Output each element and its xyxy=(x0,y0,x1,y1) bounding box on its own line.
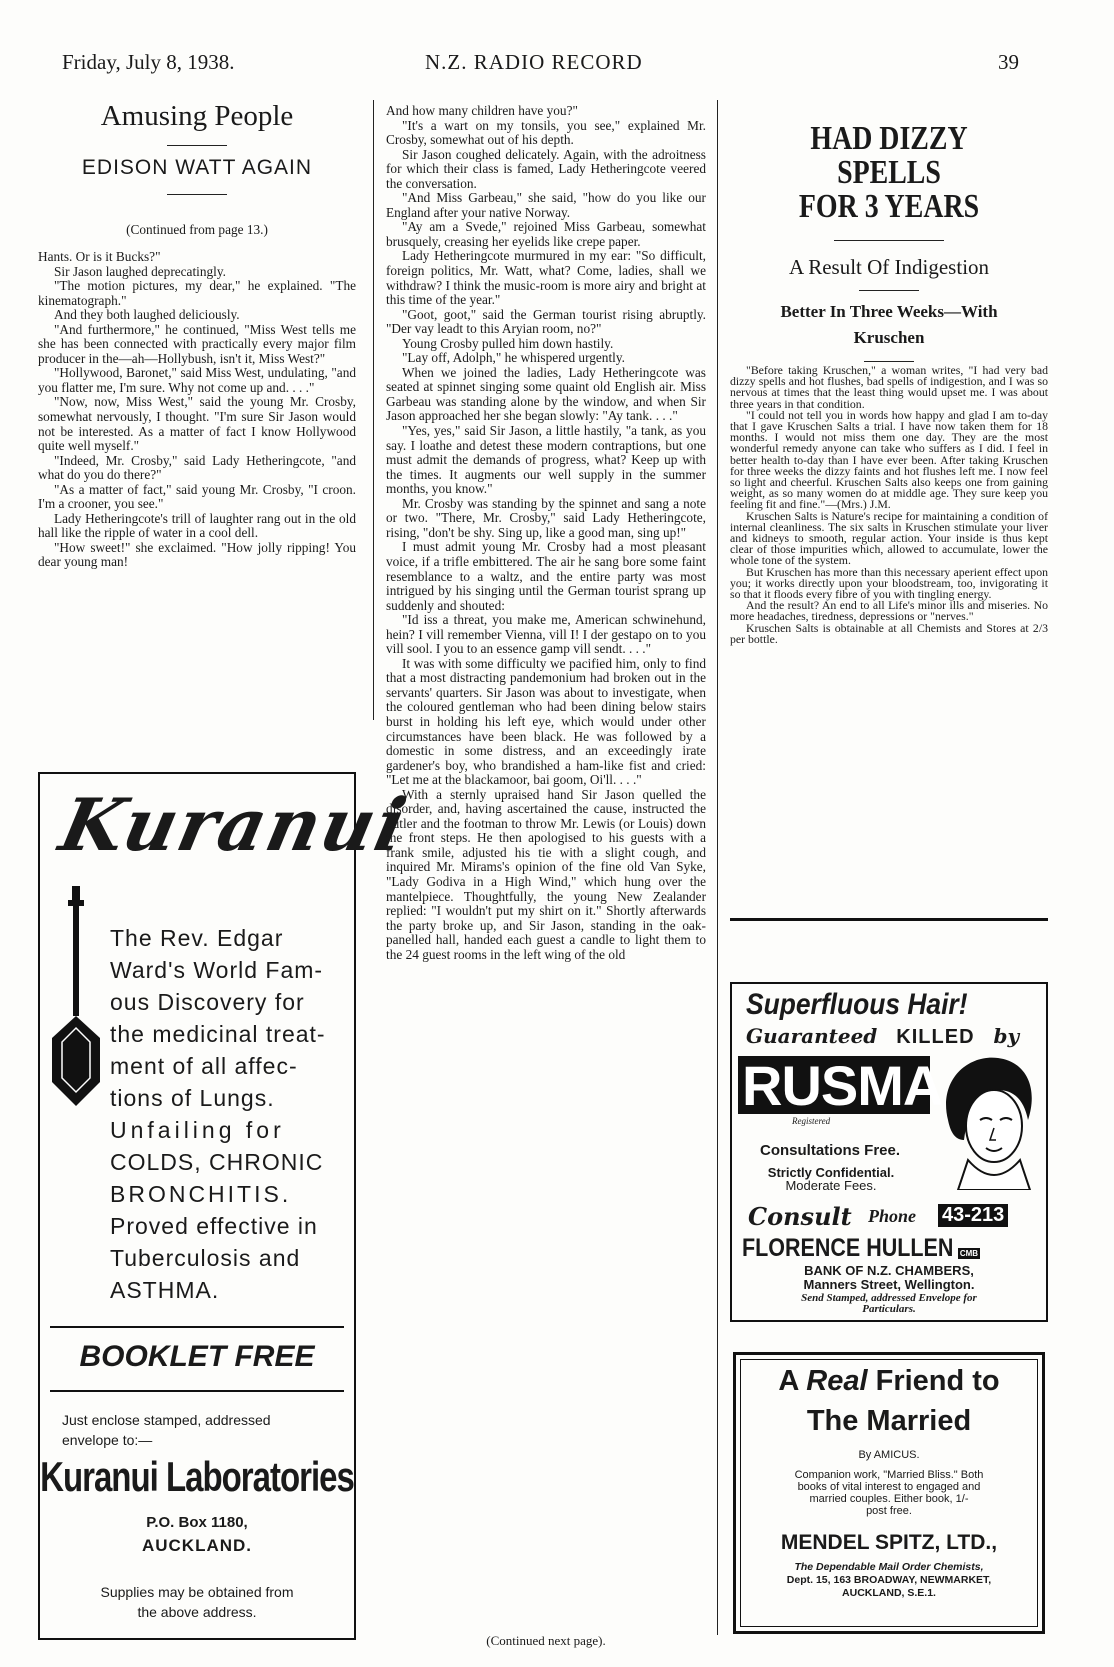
paragraph: "Indeed, Mr. Crosby," said Lady Hetheringcote, "and what do you do there?" xyxy=(38,452,356,483)
booklet-free: BOOKLET FREE xyxy=(79,1340,315,1373)
supplies-line: Supplies may be obtained from xyxy=(100,1584,294,1600)
divider xyxy=(859,290,919,291)
terms-line: Strictly Confidential. xyxy=(767,1165,895,1180)
spitz-ad xyxy=(733,1352,1045,1634)
continued-next: (Continued next page). xyxy=(486,1633,606,1648)
kuranui-ad xyxy=(38,772,416,1640)
kruschen-body xyxy=(730,365,1048,645)
supplies-note xyxy=(40,1582,354,1622)
paragraph: "Ay am a Svede," rejoined Miss Garbeau, somewhat brusquely, creasing her eyelids like crepe paper. xyxy=(386,219,706,249)
headline-part: Real xyxy=(806,1365,868,1397)
rusma-send xyxy=(732,1293,1046,1315)
divider xyxy=(730,918,1048,921)
paragraph: "Now, now, Miss West," said the young Mr. Crosby, somewhat nervously, I thought. "I'm sure Sir Jason would not be interested. As a matter of fact I know Hollywood quite well myself." xyxy=(38,394,356,454)
spitz-headline-1 xyxy=(736,1365,1042,1398)
send-line: Particulars. xyxy=(862,1303,916,1315)
ad-line: Tuberculosis and xyxy=(110,1245,301,1271)
by-text: by xyxy=(993,1024,1020,1048)
paragraph: "And furthermore," he continued, "Miss West tells me she has been connected with practically every major film producer in the—ah—Hollybush, isn't it, Miss West?" xyxy=(38,321,356,366)
paragraph: Kruschen Salts is Nature's recipe for maintaining a condition of internal cleanliness. The six salts in Kruschen stimulate your liver and kidneys to smooth, regular action. Your inside is thus kept clear of those impurities which, allowed to accumulate, lower the whole tone of the system. xyxy=(730,508,1048,568)
paragraph: Kruschen Salts is obtainable at all Chemists and Stores at 2/3 per bottle. xyxy=(730,620,1048,646)
story-text-col1 xyxy=(38,250,356,570)
divider xyxy=(50,1390,344,1392)
address-line: AUCKLAND, S.E.1. xyxy=(842,1587,936,1599)
column-rule xyxy=(373,100,374,720)
rusma-terms xyxy=(756,1166,906,1192)
headline-part: A xyxy=(778,1365,807,1397)
ad-line: The Rev. Edgar xyxy=(110,925,284,951)
paragraph: Lady Hetheringcote's trill of laughter rang out in the old hall like the ripple of water in a cool dell. xyxy=(38,510,356,541)
paragraph: And the result? An end to all Life's minor ills and miseries. No more headaches, tiredness, depressions or "nerves." xyxy=(730,598,1048,624)
woman-portrait-icon xyxy=(928,1050,1040,1190)
address-line: The Dependable Mail Order Chemists, xyxy=(794,1561,984,1573)
paragraph: "It's a wart on my tonsils, you see," explained Mr. Crosby, somewhat out of his depth. xyxy=(386,117,706,148)
paragraph: "Id iss a threat, you make me, American schwinehund, hein? I vill remember Vienna, vill I! I der gestapo on to you vill sool. I you to an essence gamp vill sendt. . . ." xyxy=(386,612,706,657)
paragraph: "Goot, goot," said the German tourist rising abruptly. "Der vay leadt to this Aryian room, no?" xyxy=(386,306,706,337)
paragraph: When we joined the ladies, Lady Hetheringcote was seated at spinnet singing some quaint old English air. Miss Garbeau was standing alone by the window, and when Sir Jason approached her she began slowly: "Ay tank. . . ." xyxy=(386,364,706,424)
divider xyxy=(167,194,227,195)
desc-line: books of vital interest to engaged and xyxy=(797,1481,981,1493)
address-line: Manners Street, Wellington. xyxy=(803,1277,975,1292)
rusma-logo: RUSMA xyxy=(738,1056,930,1114)
desc-line: Companion work, "Married Bliss." Both xyxy=(794,1469,984,1481)
kruschen-subhead: A Result Of Indigestion xyxy=(788,255,990,279)
paragraph: With a sternly upraised hand Sir Jason quelled the disorder, and, having ascertained the cause, instructed the butler and the footman to throw Mr. Lewis (or Louis) down the front steps. He then apologised to his guests with a frank smile, adjusted his tie with a slight cough, and inquired Mr. Mirams's opinion of the fine old Van Syke, "Lady Godiva in a High Wind," which hung over the mantelpiece. Thoughtfully, the young New Zealander replied: "I wouldn't put my shirt on it." Shortly afterwards the party broke up, and Sir Jason, standing in the oak-panelled hall, handed each guest a candle to light them to the 24 guest rooms in the left wing of the old xyxy=(386,786,706,962)
paragraph: Lady Hetheringcote murmured in my ear: "So difficult, foreign politics, Mr. Watt, what? Come, ladies, shall we withdraw? I think the music-room is more airy and bright at this time of the year." xyxy=(386,248,706,308)
rusma-guarantee xyxy=(746,1024,1019,1049)
po-box: P.O. Box 1180, xyxy=(146,1514,248,1531)
ad-line: Unfailing for xyxy=(110,1117,285,1143)
divider xyxy=(864,361,914,362)
kruschen-headline xyxy=(759,122,1020,224)
ad-line: ment of all affec- xyxy=(110,1053,298,1079)
divider xyxy=(167,145,227,146)
rusma-address xyxy=(732,1264,1046,1292)
paragraph: I must admit young Mr. Crosby had a most pleasant voice, if a trifle embittered. The air he sang bore some faint resemblance to a waltz, and the entire party was most intrigued by his singing until the German tourist sprang up suddenly and shouted: xyxy=(386,539,706,613)
ad-line: BRONCHITIS. xyxy=(110,1181,292,1207)
headline-part: Friend to xyxy=(867,1365,1000,1397)
tagline-line: Better In Three Weeks—With xyxy=(780,302,998,321)
headline-line: HAD DIZZY SPELLS xyxy=(810,120,968,191)
terms-line: Moderate Fees. xyxy=(785,1178,877,1193)
ad-line: the medicinal treat- xyxy=(110,1021,326,1047)
divider xyxy=(834,240,944,241)
spitz-headline-2: The Married xyxy=(806,1405,972,1437)
paragraph: Sir Jason laughed deprecatingly. xyxy=(54,263,226,279)
enclose-line: Just enclose stamped, addressed xyxy=(62,1412,271,1428)
story-subtitle: EDISON WATT AGAIN xyxy=(81,156,313,179)
florence-hullen: FLORENCE HULLEN xyxy=(742,1234,954,1262)
ad-line: Ward's World Fam- xyxy=(110,957,324,983)
paragraph: Hants. Or is it Bucks?" xyxy=(38,249,161,264)
rusma-headline: Superfluous Hair! xyxy=(746,988,968,1021)
spitz-address xyxy=(736,1561,1042,1600)
paragraph: "Lay off, Adolph," he whispered urgently. xyxy=(402,350,625,366)
city: AUCKLAND. xyxy=(141,1536,253,1555)
phone-label: Phone xyxy=(868,1206,917,1226)
story-header xyxy=(38,100,356,195)
killed-text: KILLED xyxy=(896,1026,975,1048)
kuranui-logo: Kuranui xyxy=(52,782,416,867)
paragraph: "Hollywood, Baronet," said Miss West, undulating, "and you flatter me, I'm sure. Why not come up and. . . ." xyxy=(38,365,356,395)
address-line: BANK OF N.Z. CHAMBERS, xyxy=(804,1263,974,1278)
ad-line: ASTHMA. xyxy=(110,1277,220,1303)
publication-name: N.Z. RADIO RECORD xyxy=(425,50,643,74)
continued-from: (Continued from page 13.) xyxy=(126,222,268,237)
bottle-icon xyxy=(46,882,106,1122)
enclose-instructions xyxy=(62,1410,271,1450)
paragraph: Mr. Crosby was standing by the spinnet and sang a note or two. "There, Mr. Crosby," said Lady Hetheringcote, rising, "don't be shy. Sing up, like a good man, sing up!" xyxy=(386,495,706,540)
paragraph: Sir Jason coughed delicately. Again, with the adroitness for which their class is famed, Lady Hetheringcote veered the conversation. xyxy=(386,146,706,191)
name-suffix: CMB xyxy=(959,1249,979,1258)
supplies-line: the above address. xyxy=(137,1604,257,1620)
paragraph: It was with some difficulty we pacified him, only to find that a most distracting pandemonium had broken out in the servants' quarters. Sir Jason was about to investigate, when the coloured gentleman who had been dining below stairs burst in holding his left eye, which would under other circumstances have been black. He was followed by a domestic in some distress, and an exceedingly irate gardener's boy, who brandished a ham-like fist and cried: "Let me at the blackamoor, bai goom, Oi'll. . . ." xyxy=(386,655,706,788)
paragraph: "Before taking Kruschen," a woman writes, "I had very bad dizzy spells and hot flushes, bad spells of indigestion, and I was so nervous at times that the least thing would upset me. I was about three years in that condition. xyxy=(730,363,1048,411)
ad-line: ous Discovery for xyxy=(110,989,305,1015)
divider xyxy=(50,1326,344,1328)
phone-number: 43-213 xyxy=(938,1204,1008,1227)
paragraph: "And Miss Garbeau," she said, "how do you like our England after your native Norway. xyxy=(386,190,706,220)
ad-line: Proved effective in xyxy=(110,1213,318,1239)
story-title: Amusing People xyxy=(100,100,294,132)
desc-line: post free. xyxy=(866,1505,912,1517)
paragraph: "How sweet!" she exclaimed. "How jolly ripping! You dear young man! xyxy=(38,539,356,570)
paragraph: And they both laughed deliciously. xyxy=(54,307,240,323)
kruschen-tagline xyxy=(730,299,1048,351)
consult-text: Consult xyxy=(748,1202,852,1231)
enclose-line: envelope to:— xyxy=(62,1432,153,1448)
spitz-company: MENDEL SPITZ, LTD., xyxy=(780,1531,998,1554)
kuranui-copy xyxy=(110,922,350,1306)
send-line: Send Stamped, addressed Envelope for xyxy=(801,1292,977,1304)
headline-line: FOR 3 YEARS xyxy=(798,188,980,225)
paragraph: "Yes, yes," said Sir Jason, a little hastily, "a tank, as you say. I loathe and detest these modern contraptions, but one must admit the demands of progress, what? Keep up with the times. It augments our well supply in the summer months, you know." xyxy=(386,423,706,497)
registered-mark: Registered xyxy=(792,1116,831,1126)
story-text-col2 xyxy=(386,104,706,1632)
rusma-consult-row xyxy=(748,1202,1038,1232)
ad-line: tions of Lungs. xyxy=(110,1085,275,1111)
tagline-line: Kruschen xyxy=(853,328,925,347)
spitz-description xyxy=(746,1469,1032,1517)
ad-line: COLDS, CHRONIC xyxy=(110,1149,324,1175)
paragraph: But Kruschen has more than this necessary aperient effect upon you; it works directly upon your bloodstream, too, invigorating it so that it floods every fibre of you with tingling energy. xyxy=(730,564,1048,602)
rusma-ad xyxy=(730,982,1048,1322)
kruschen-ad xyxy=(730,122,1048,362)
paragraph: Young Crosby pulled him down hastily. xyxy=(402,335,614,351)
spitz-author: By AMICUS. xyxy=(858,1449,920,1461)
column-rule xyxy=(717,100,718,1635)
desc-line: married couples. Either book, 1/- xyxy=(809,1493,969,1505)
consultations-free: Consultations Free. xyxy=(760,1142,901,1159)
rusma-name-row xyxy=(742,1234,1042,1263)
paragraph: "I could not tell you in words how happy and glad I am to-day that I gave Kruschen Salts a trial. I have now taken them for 18 months. I would not miss them one day. They are the most wonderful remedy anyone can take who suffers as I did. I feel in better health to-day than I have ever been. After taking Kruschen for three weeks the dizzy faints and hot flushes left me. I now feel so light and cheerful. Kruschen Salts also keeps one from gaining weight, as so many women do at middle age. They sure keep you feeling fit and fine."—(Mrs.) J.M. xyxy=(730,407,1048,512)
issue-date: Friday, July 8, 1938. xyxy=(62,50,235,74)
address-line: Dept. 15, 163 BROADWAY, NEWMARKET, xyxy=(786,1574,992,1586)
company-name: Kuranui Laboratories xyxy=(40,1453,354,1500)
paragraph: "The motion pictures, my dear," he explained. "The kinematograph." xyxy=(38,278,356,308)
paragraph: "As a matter of fact," said young Mr. Crosby, "I croon. I'm a crooner, you see." xyxy=(38,481,356,512)
guaranteed-text: Guaranteed xyxy=(746,1024,878,1048)
paragraph: And how many children have you?" xyxy=(386,104,578,118)
page-number: 39 xyxy=(998,50,1019,74)
